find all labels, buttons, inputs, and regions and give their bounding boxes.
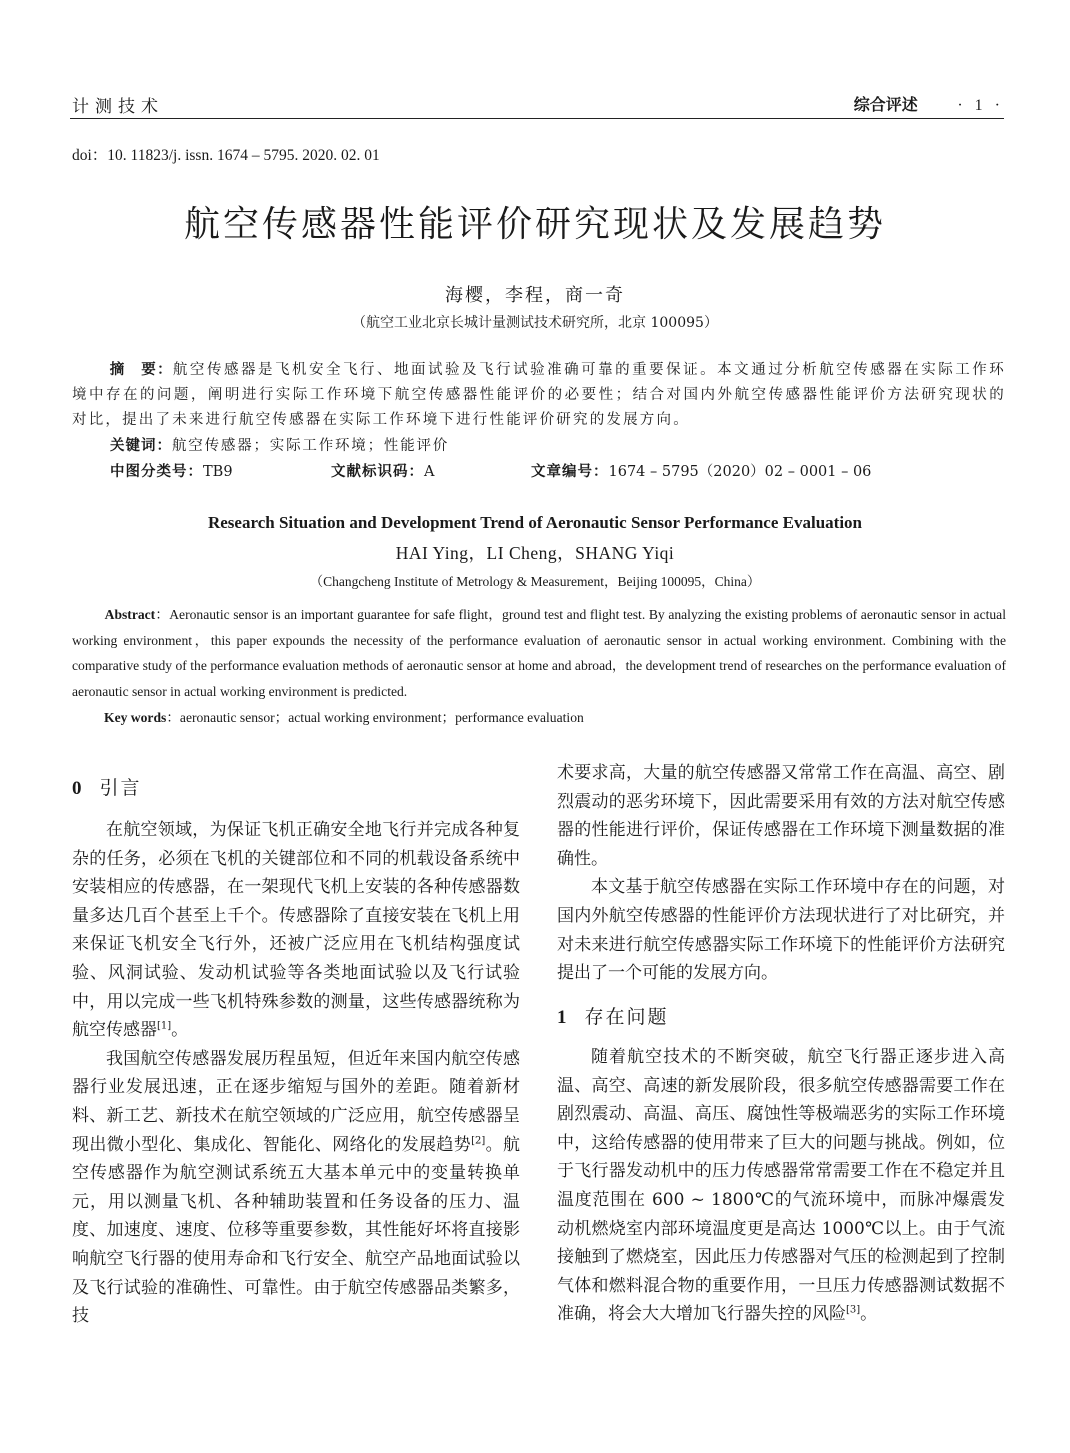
citation: [3] bbox=[846, 1304, 861, 1316]
paper-title: 航空传感器性能评价研究现状及发展趋势 bbox=[183, 204, 886, 245]
abstract-cn-label: 摘 要： bbox=[109, 362, 173, 378]
section-1-heading bbox=[557, 1002, 669, 1029]
paragraph: 本文基于航空传感器在实际工作环境中存在的问题，对国内外航空传感器的性能评价方法现状进行了对比研究，并对未来进行航空传感器实际工作环境下的性能评价方法研究提出了一个可能的发展方向。 bbox=[557, 877, 1005, 984]
english-keywords bbox=[104, 706, 584, 726]
doi: doi：10. 11823/j. issn. 1674 – 5795. 2020. 02. 01 bbox=[72, 147, 380, 164]
journal-name: 计测技术 bbox=[72, 97, 164, 117]
section-0-heading bbox=[72, 773, 142, 800]
keywords-cn-text: 航空传感器；实际工作环境；性能评价 bbox=[172, 438, 450, 454]
article-number-value: 1674 – 5795（2020）02 – 0001 – 06 bbox=[608, 464, 872, 480]
keywords-cn-label: 关键词： bbox=[110, 438, 172, 454]
english-keywords-text: ：aeronautic sensor；actual working environment；performance evaluation bbox=[166, 710, 584, 725]
section-0-number: 0 bbox=[72, 778, 84, 799]
section-label: 综合评述 bbox=[853, 95, 918, 114]
authors: 海樱，李程，商一奇 bbox=[445, 285, 625, 306]
english-title: Research Situation and Development Trend of Aeronautic Sensor Performance Evaluation bbox=[207, 513, 863, 532]
english-abstract-label: Abstract bbox=[104, 607, 156, 622]
clc-label: 中图分类号： bbox=[110, 464, 203, 480]
english-authors: HAI Ying，LI Cheng，SHANG Yiqi bbox=[395, 543, 675, 563]
article-number bbox=[531, 460, 871, 481]
body-column-right-lower bbox=[557, 1043, 1005, 1329]
page-number: · 1 · bbox=[957, 97, 1004, 114]
abstract-cn-text: 航空传感器是飞机安全飞行、地面试验及飞行试验准确可靠的重要保证。本文通过分析航空传感器在实际工作环境中存在的问题，阐明进行实际工作环境下航空传感器性能评价的必要性；结合对国内外航空传感器性能评价方法研究现状的对比，提出了未来进行航空传感器在实际工作环境下进行性能评价研究的发展方向。 bbox=[72, 362, 1007, 428]
doc-code bbox=[331, 460, 434, 481]
english-abstract bbox=[72, 602, 1006, 704]
body-column-left bbox=[72, 816, 520, 1331]
body-column-right bbox=[557, 759, 1005, 988]
section-1-title: 存在问题 bbox=[584, 1006, 669, 1028]
paragraph: 随着航空技术的不断突破，航空飞行器正逐步进入高温、高空、高速的新发展阶段，很多航空传感器需要工作在剧烈震动、高温、高压、腐蚀性等极端恶劣的实际工作环境中，这给传感器的使用带来了巨大的问题与挑战。例如，位于飞行器发动机中的压力传感器常常需要工作在不稳定并且温度范围在 600 ~ 1800℃的气流环境中，而脉冲爆震发动机燃烧室内部环境温度更是高达 1000℃以上。由于气流接触到了燃烧室，因此压力传感器对气压的检测起到了控制气体和燃料混合物的重要作用，一旦压力传感器测试数据不准确，将会大大增加飞行器失控的风险[3]。 bbox=[557, 1047, 1005, 1325]
keywords-cn bbox=[110, 434, 449, 455]
paragraph: 在航空领域，为保证飞机正确安全地飞行并完成各种复杂的任务，必须在飞机的关键部位和不同的机载设备系统中安装相应的传感器，在一架现代飞机上安装的各种传感器数量多达几百个甚至上千个。传感器除了直接安装在飞机上用来保证飞机安全飞行外，还被广泛应用在飞机结构强度试验、风洞试验、发动机试验等各类地面试验以及飞行试验中，用以完成一些飞机特殊参数的测量，这些传感器统称为航空传感器[1]。 bbox=[72, 820, 520, 1041]
citation: [2] bbox=[471, 1134, 486, 1146]
running-header-right bbox=[854, 92, 1004, 115]
section-1-number: 1 bbox=[557, 1007, 569, 1028]
doc-code-label: 文献标识码： bbox=[331, 464, 424, 480]
paragraph-continued: 术要求高，大量的航空传感器又常常工作在高温、高空、剧烈震动的恶劣环境下，因此需要采用有效的方法对航空传感器的性能进行评价，保证传感器在工作环境下测量数据的准确性。 bbox=[557, 763, 1005, 869]
abstract-cn bbox=[72, 358, 1006, 433]
paragraph: 我国航空传感器发展历程虽短，但近年来国内航空传感器行业发展迅速，正在逐步缩短与国外的差距。随着新材料、新工艺、新技术在航空领域的广泛应用，航空传感器呈现出微小型化、集成化、智能化、网络化的发展趋势[2]。航空传感器作为航空测试系统五大基本单元中的变量转换单元，用以测量飞机、各种辅助装置和任务设备的压力、温度、加速度、速度、位移等重要参数，其性能好坏将直接影响航空飞行器的使用寿命和飞行安全、航空产品地面试验以及飞行试验的准确性、可靠性。由于航空传感器品类繁多，技 bbox=[72, 1048, 521, 1327]
english-keywords-label: Key words bbox=[104, 710, 167, 725]
article-number-label: 文章编号： bbox=[531, 464, 609, 480]
clc-number bbox=[110, 460, 233, 481]
header-rule bbox=[70, 118, 1004, 119]
english-affiliation: （Changcheng Institute of Metrology & Measurement，Beijing 100095，China） bbox=[309, 574, 761, 589]
english-abstract-text: ：Aeronautic sensor is an important guarantee for safe flight，ground test and flight test. By analyzing the existing problems of aeronautic sensor in actual working environment，this paper expounds the necessity of the performance evaluation of aeronautic sensor in actual working environment. Combining with the comparative study of the performance evaluation methods of aeronautic sensor at home and abroad，the development trend of researches on the performance evaluation of aeronautic sensor in actual working environment is predicted. bbox=[72, 607, 1006, 699]
citation: [1] bbox=[157, 1020, 172, 1032]
doc-code-value: A bbox=[424, 464, 435, 480]
section-0-title: 引言 bbox=[99, 777, 142, 799]
clc-value: TB9 bbox=[203, 464, 233, 480]
affiliation: （航空工业北京长城计量测试技术研究所，北京 100095） bbox=[352, 315, 718, 331]
